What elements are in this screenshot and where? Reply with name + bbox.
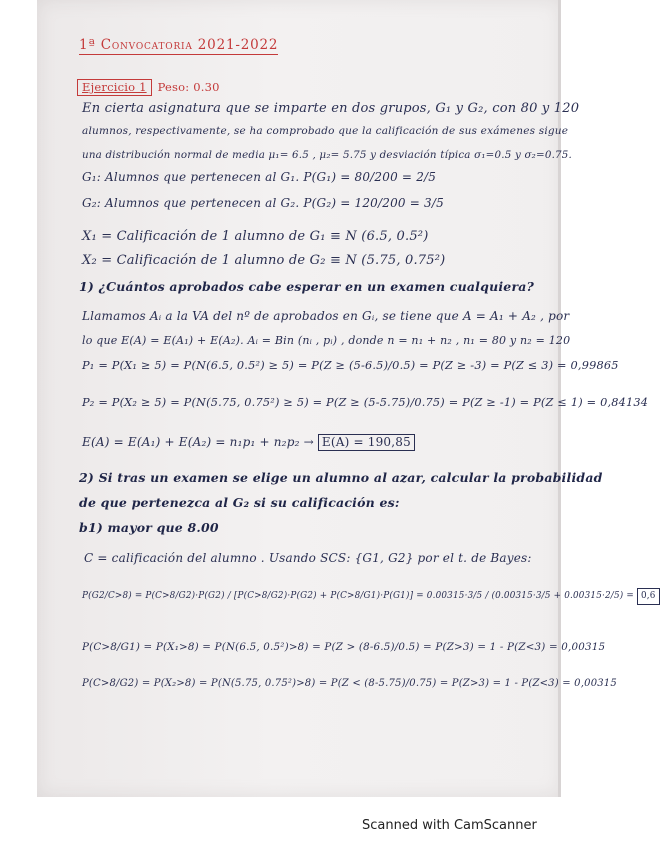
probability-p1: P₁ = P(X₁ ≥ 5) = P(N(6.5, 0.5²) ≥ 5) = P(Z ≥ (5-6.5)/0.5) = P(Z ≥ -3) = P(Z ≤ 3) = 0,99865 xyxy=(82,359,619,372)
subquestion-b1: b1) mayor que 8.00 xyxy=(79,520,219,535)
question-1-heading: 1) ¿Cuántos aprobados cabe esperar en un examen cualquiera? xyxy=(79,279,535,294)
expectation-formula: E(A) = E(A₁) + E(A₂) = n₁p₁ + n₂p₂ → xyxy=(82,435,314,449)
exercise-label: Ejercicio 1 xyxy=(77,79,152,96)
group-1-definition: G₁: Alumnos que pertenecen al G₁. P(G₁) = 80/200 = 2/5 xyxy=(82,170,437,184)
conditional-g2: P(C>8/G2) = P(X₂>8) = P(N(5.75, 0.75²)>8) = P(Z < (8-5.75)/0.75) = P(Z>3) = 1 - P(Z<3) = 0,00315 xyxy=(82,678,617,689)
scanned-page xyxy=(37,0,656,797)
solution-line-2: lo que E(A) = E(A₁) + E(A₂). Aᵢ = Bin (nᵢ , pᵢ) , donde n = n₁ + n₂ , n₁ = 80 y n₂ = 120 xyxy=(82,334,571,347)
solution-line-1: Llamamos Aᵢ a la VA del nº de aprobados en Gᵢ, se tiene que A = A₁ + A₂ , por xyxy=(82,309,570,323)
question-2-heading-cont: de que pertenezca al G₂ si su calificación es: xyxy=(79,495,400,510)
group-2-definition: G₂: Alumnos que pertenecen al G₂. P(G₂) = 120/200 = 3/5 xyxy=(82,196,444,210)
bayes-formula xyxy=(82,588,660,605)
exercise-weight: Peso: 0.30 xyxy=(157,80,220,94)
statement-line-1: En cierta asignatura que se imparte en dos grupos, G₁ y G₂, con 80 y 120 xyxy=(82,101,580,116)
expectation-line xyxy=(82,434,415,451)
bayes-intro: C = calificación del alumno . Usando SCS: {G1, G2} por el t. de Bayes: xyxy=(84,551,532,565)
exercise-header xyxy=(77,79,220,96)
variable-x2-definition: X₂ = Calificación de 1 alumno de G₂ ≡ N (5.75, 0.75²) xyxy=(82,253,446,268)
conditional-g1: P(C>8/G1) = P(X₁>8) = P(N(6.5, 0.5²)>8) = P(Z > (8-6.5)/0.5) = P(Z>3) = 1 - P(Z<3) = 0,00315 xyxy=(82,641,606,653)
scanner-watermark: Scanned with CamScanner xyxy=(362,818,537,833)
bayes-result-box: 0,6 xyxy=(637,588,660,605)
question-2-heading: 2) Si tras un examen se elige un alumno al azar, calcular la probabilidad xyxy=(79,470,603,485)
expectation-result-box: E(A) = 190,85 xyxy=(318,434,415,451)
statement-line-3: una distribución normal de media μ₁= 6.5 , μ₂= 5.75 y desviación típica σ₁=0.5 y σ₂=0.75. xyxy=(82,149,573,161)
page-title: 1ª Convocatoria 2021-2022 xyxy=(79,37,279,53)
bayes-formula-text: P(G2/C>8) = P(C>8/G2)·P(G2) / [P(C>8/G2)·P(G2) + P(C>8/G1)·P(G1)] = 0.00315·3/5 / (0.00315·3/5 + 0.00315·2/5) = xyxy=(82,591,634,601)
variable-x1-definition: X₁ = Calificación de 1 alumno de G₁ ≡ N (6.5, 0.5²) xyxy=(82,229,429,244)
probability-p2: P₂ = P(X₂ ≥ 5) = P(N(5.75, 0.75²) ≥ 5) = P(Z ≥ (5-5.75)/0.75) = P(Z ≥ -1) = P(Z ≤ 1) = 0,84134 xyxy=(82,396,649,409)
statement-line-2: alumnos, respectivamente, se ha comprobado que la calificación de sus exámenes sigue xyxy=(82,125,569,137)
